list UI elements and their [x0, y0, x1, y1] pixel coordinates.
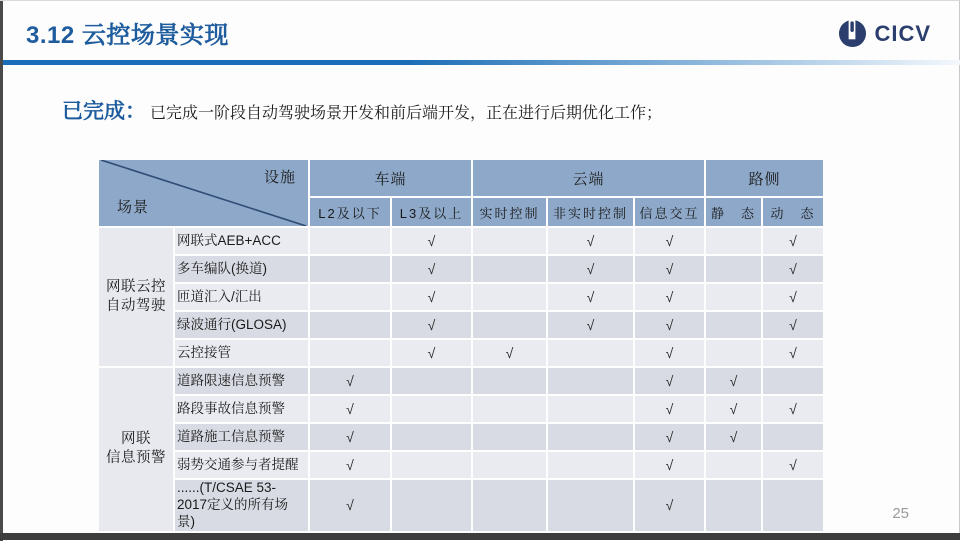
empty-cell — [310, 340, 390, 366]
column-group-vehicle: 车端 — [310, 160, 471, 196]
table-row — [99, 256, 823, 282]
table-row — [99, 396, 823, 422]
check-mark-cell: √ — [310, 396, 390, 422]
empty-cell — [473, 228, 546, 254]
check-mark-cell: √ — [310, 452, 390, 478]
check-mark-cell: √ — [635, 368, 704, 394]
empty-cell — [473, 396, 546, 422]
empty-cell — [706, 452, 761, 478]
subheader-dynamic: 动 态 — [763, 198, 823, 226]
check-mark-cell: √ — [763, 312, 823, 338]
check-mark-cell: √ — [392, 228, 471, 254]
title-divider — [3, 60, 960, 65]
empty-cell — [392, 368, 471, 394]
subheader-info-exchange: 信息交互 — [635, 198, 704, 226]
check-mark-cell: √ — [548, 256, 633, 282]
empty-cell — [473, 312, 546, 338]
empty-cell — [392, 480, 471, 531]
table-row — [99, 480, 823, 531]
table-row — [99, 312, 823, 338]
scenario-label-cell: 道路施工信息预警 — [175, 424, 308, 450]
table-row — [99, 368, 823, 394]
empty-cell — [473, 424, 546, 450]
check-mark-cell: √ — [635, 396, 704, 422]
check-mark-cell: √ — [635, 480, 704, 531]
empty-cell — [706, 340, 761, 366]
empty-cell — [310, 284, 390, 310]
check-mark-cell: √ — [392, 256, 471, 282]
scenario-label-cell: 匝道汇入/汇出 — [175, 284, 308, 310]
empty-cell — [392, 424, 471, 450]
empty-cell — [392, 452, 471, 478]
empty-cell — [706, 256, 761, 282]
table-row — [99, 228, 823, 254]
page-title: 3.12 云控场景实现 — [26, 22, 229, 49]
table-row — [99, 452, 823, 478]
column-group-roadside: 路侧 — [706, 160, 823, 196]
check-mark-cell: √ — [635, 452, 704, 478]
check-mark-cell: √ — [706, 396, 761, 422]
check-mark-cell: √ — [635, 312, 704, 338]
group-label-cell: 网联 信息预警 — [99, 368, 173, 531]
scenario-label-cell: 弱势交通参与者提醒 — [175, 452, 308, 478]
check-mark-cell: √ — [763, 228, 823, 254]
check-mark-cell: √ — [548, 228, 633, 254]
scenario-label-cell: 多车编队(换道) — [175, 256, 308, 282]
check-mark-cell: √ — [763, 340, 823, 366]
empty-cell — [548, 340, 633, 366]
subheader-non-realtime-control: 非实时控制 — [548, 198, 633, 226]
subheader-realtime-control: 实时控制 — [473, 198, 546, 226]
empty-cell — [392, 396, 471, 422]
slide-bottom-bar — [0, 533, 960, 540]
group-label-cell: 网联云控 自动驾驶 — [99, 228, 173, 366]
check-mark-cell: √ — [310, 480, 390, 531]
check-mark-cell: √ — [473, 340, 546, 366]
empty-cell — [548, 452, 633, 478]
empty-cell — [706, 228, 761, 254]
scenario-table-body — [99, 228, 823, 531]
empty-cell — [763, 424, 823, 450]
empty-cell — [473, 256, 546, 282]
subtitle-label: 已完成： — [62, 100, 146, 123]
check-mark-cell: √ — [763, 256, 823, 282]
scenario-label-cell: 绿波通行(GLOSA) — [175, 312, 308, 338]
empty-cell — [706, 480, 761, 531]
subheader-static: 静 态 — [706, 198, 761, 226]
check-mark-cell: √ — [763, 452, 823, 478]
scenario-label-cell: 云控接管 — [175, 340, 308, 366]
subheader-l2-below: L2及以下 — [310, 198, 390, 226]
check-mark-cell: √ — [635, 284, 704, 310]
check-mark-cell: √ — [635, 228, 704, 254]
corner-label-scenario: 场景 — [117, 199, 150, 216]
cicv-logo-icon — [838, 19, 867, 48]
cicv-logo-text: CICV — [874, 20, 931, 46]
empty-cell — [763, 480, 823, 531]
corner-label-facility: 设施 — [263, 169, 296, 186]
check-mark-cell: √ — [635, 256, 704, 282]
empty-cell — [310, 312, 390, 338]
scenario-label-cell: 道路限速信息预警 — [175, 368, 308, 394]
table-row — [99, 340, 823, 366]
scenario-label-cell: 网联式AEB+ACC — [175, 228, 308, 254]
empty-cell — [548, 396, 633, 422]
subtitle-text: 已完成一阶段自动驾驶场景开发和前后端开发，正在进行后期优化工作； — [150, 105, 663, 122]
check-mark-cell: √ — [763, 396, 823, 422]
empty-cell — [548, 424, 633, 450]
scenario-label-cell: ......(T/CSAE 53-2017定义的所有场景) — [175, 480, 308, 531]
empty-cell — [473, 452, 546, 478]
check-mark-cell: √ — [392, 284, 471, 310]
empty-cell — [473, 368, 546, 394]
check-mark-cell: √ — [548, 284, 633, 310]
table-row — [99, 284, 823, 310]
table-row — [99, 424, 823, 450]
check-mark-cell: √ — [706, 368, 761, 394]
empty-cell — [310, 256, 390, 282]
scenario-label-cell: 路段事故信息预警 — [175, 396, 308, 422]
empty-cell — [473, 480, 546, 531]
subtitle — [62, 95, 922, 125]
check-mark-cell: √ — [635, 340, 704, 366]
empty-cell — [473, 284, 546, 310]
check-mark-cell: √ — [392, 340, 471, 366]
check-mark-cell: √ — [392, 312, 471, 338]
corner-header-cell — [99, 160, 308, 226]
check-mark-cell: √ — [706, 424, 761, 450]
slide-left-edge — [0, 1, 3, 541]
empty-cell — [706, 284, 761, 310]
check-mark-cell: √ — [548, 312, 633, 338]
empty-cell — [763, 368, 823, 394]
empty-cell — [548, 368, 633, 394]
page-number: 25 — [892, 505, 909, 522]
check-mark-cell: √ — [763, 284, 823, 310]
check-mark-cell: √ — [635, 424, 704, 450]
check-mark-cell: √ — [310, 368, 390, 394]
empty-cell — [548, 480, 633, 531]
column-group-cloud: 云端 — [473, 160, 704, 196]
empty-cell — [310, 228, 390, 254]
cicv-logo — [838, 19, 931, 48]
empty-cell — [706, 312, 761, 338]
scenario-table — [97, 158, 825, 533]
check-mark-cell: √ — [310, 424, 390, 450]
subheader-l3-above: L3及以上 — [392, 198, 471, 226]
